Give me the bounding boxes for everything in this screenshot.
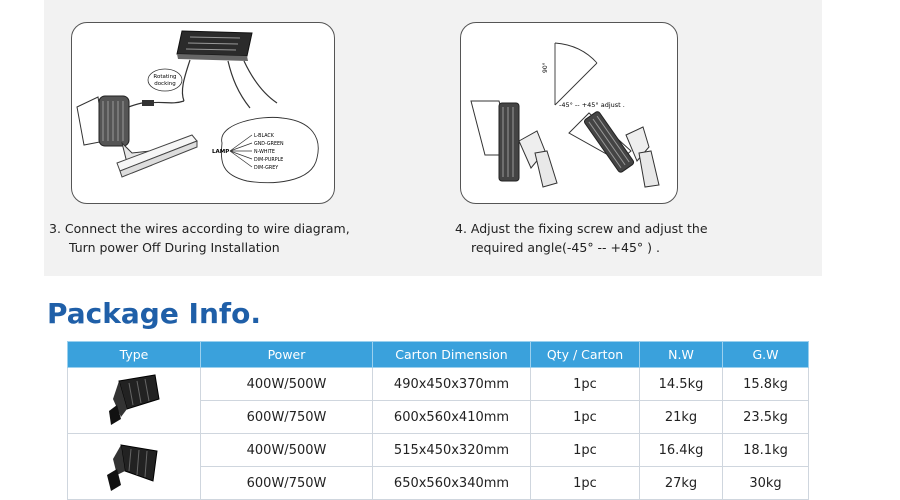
rotating-label: Rotating bbox=[153, 74, 177, 80]
dimension-cell: 515x450x320mm bbox=[373, 434, 531, 467]
package-table bbox=[67, 341, 809, 500]
nw-cell: 21kg bbox=[640, 401, 723, 434]
wire-label: L-BLACK bbox=[254, 134, 274, 139]
floodlight-image bbox=[99, 369, 169, 429]
wire-label: GND-GREEN bbox=[254, 142, 284, 147]
power-cell: 600W/750W bbox=[201, 467, 373, 500]
nw-cell: 16.4kg bbox=[640, 434, 723, 467]
lamp-icon bbox=[77, 96, 197, 177]
step-3-line-1: 3. Connect the wires according to wire diagram, bbox=[49, 221, 350, 236]
type-image-cell bbox=[68, 368, 201, 434]
col-power-header: Power bbox=[201, 342, 373, 368]
power-cell: 400W/500W bbox=[201, 368, 373, 401]
wiring-diagram-illustration bbox=[72, 23, 334, 203]
gw-cell: 23.5kg bbox=[723, 401, 809, 434]
qty-cell: 1pc bbox=[531, 467, 640, 500]
step-4-caption bbox=[455, 219, 708, 257]
angle-label: 90° bbox=[542, 62, 549, 73]
qty-cell: 1pc bbox=[531, 368, 640, 401]
right-lamp-icon bbox=[569, 111, 659, 187]
step-3-caption bbox=[49, 219, 350, 257]
gw-cell: 30kg bbox=[723, 467, 809, 500]
floodlight-image bbox=[99, 435, 169, 495]
power-cell: 400W/500W bbox=[201, 434, 373, 467]
adjust-label: -45° -- +45° adjust . bbox=[559, 101, 625, 109]
nw-cell: 14.5kg bbox=[640, 368, 723, 401]
wire-legend bbox=[212, 117, 318, 182]
col-nw-header: N.W bbox=[640, 342, 723, 368]
step-3-line-2: Turn power Off During Installation bbox=[69, 240, 280, 255]
col-type-header: Type bbox=[68, 342, 201, 368]
gw-cell: 15.8kg bbox=[723, 368, 809, 401]
angle-adjust-illustration bbox=[461, 23, 677, 203]
wiring-diagram-box bbox=[71, 22, 335, 204]
docking-label: docking bbox=[154, 81, 176, 87]
dimension-cell: 650x560x340mm bbox=[373, 467, 531, 500]
col-qty-header: Qty / Carton bbox=[531, 342, 640, 368]
table-row bbox=[68, 368, 809, 401]
wire-label: DIM-PURPLE bbox=[254, 158, 284, 163]
table-row bbox=[68, 434, 809, 467]
nw-cell: 27kg bbox=[640, 467, 723, 500]
qty-cell: 1pc bbox=[531, 401, 640, 434]
driver-box-icon bbox=[177, 31, 252, 61]
angle-adjust-diagram-box bbox=[460, 22, 678, 204]
gw-cell: 18.1kg bbox=[723, 434, 809, 467]
left-lamp-icon bbox=[471, 101, 557, 187]
qty-cell: 1pc bbox=[531, 434, 640, 467]
type-image-cell bbox=[68, 434, 201, 500]
wire-label: N-WHITE bbox=[254, 150, 275, 155]
col-gw-header: G.W bbox=[723, 342, 809, 368]
wire-label: DIM-GREY bbox=[254, 166, 279, 171]
package-info-heading: Package Info. bbox=[47, 297, 261, 330]
angle-arc-icon bbox=[542, 43, 625, 109]
col-dimension-header: Carton Dimension bbox=[373, 342, 531, 368]
dimension-cell: 490x450x370mm bbox=[373, 368, 531, 401]
step-4-line-1: 4. Adjust the fixing screw and adjust the bbox=[455, 221, 708, 236]
lamp-label: LAMP bbox=[212, 149, 230, 155]
step-4-line-2: required angle(-45° -- +45° ) . bbox=[471, 240, 660, 255]
power-cell: 600W/750W bbox=[201, 401, 373, 434]
dimension-cell: 600x560x410mm bbox=[373, 401, 531, 434]
table-header-row bbox=[68, 342, 809, 368]
